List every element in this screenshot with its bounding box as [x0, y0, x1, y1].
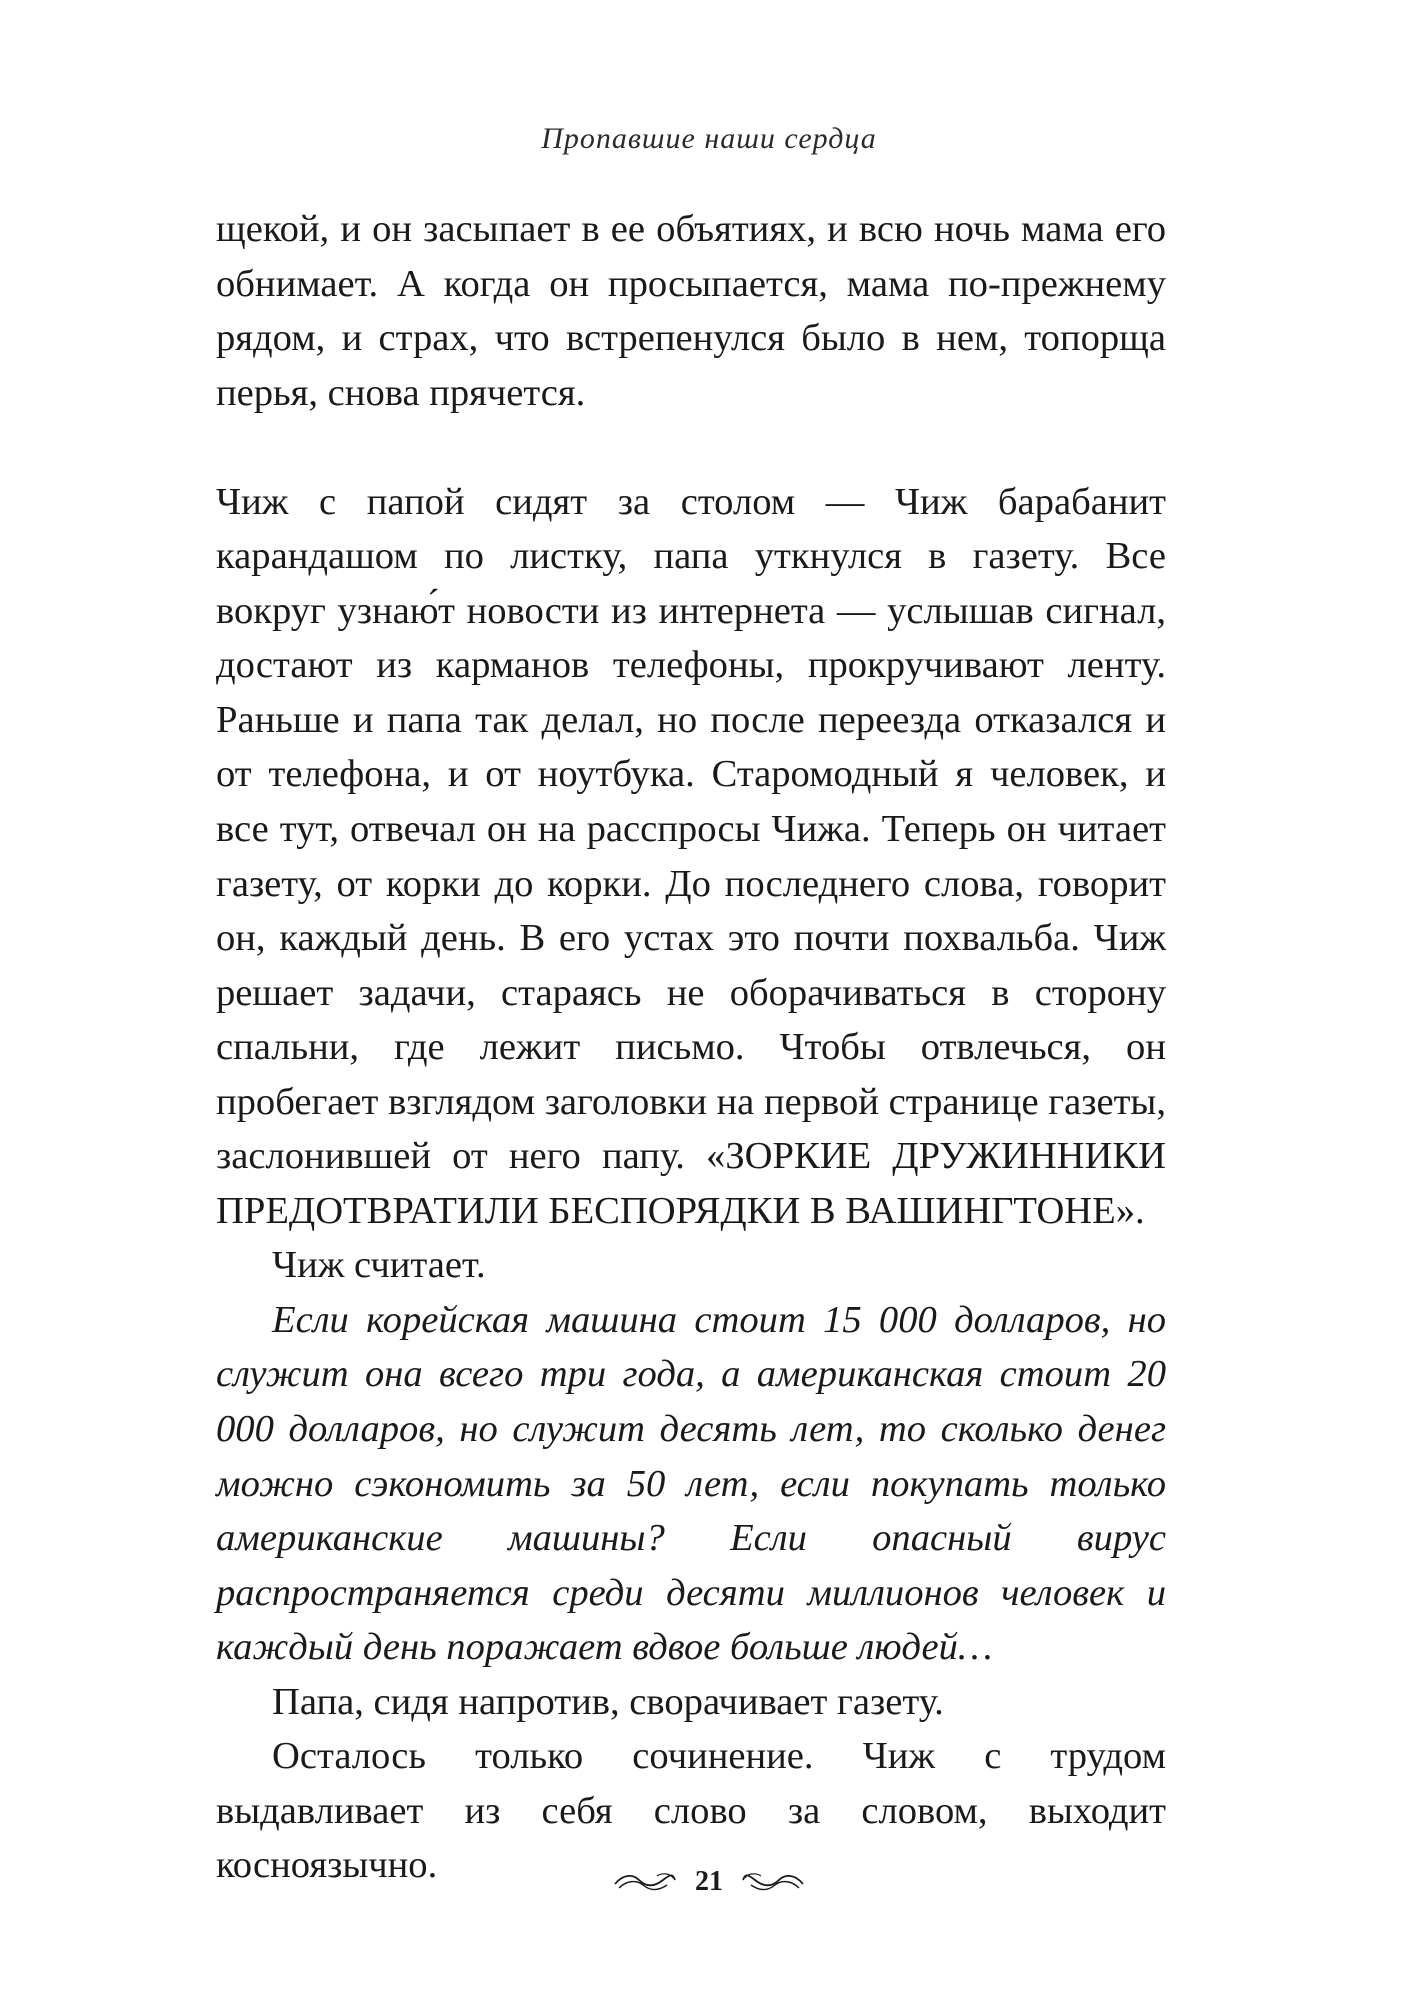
running-head: Пропавшие наши сердца: [541, 122, 877, 155]
italic-paragraph: Если корейская машина стоит 15 000 долларов, но служит она всего три года, а американская стоит 20 000 долларов, но служит десять лет, то сколько денег можно сэкономить за 50 лет, если покупать только американские машины? Если опасный вирус распространяется среди десяти миллионов человек и каждый день поражает вдвое больше людей…: [216, 1298, 1166, 1669]
paragraph: щекой, и он засыпает в ее объятиях, и всю ночь мама его обнимает. А когда он просыпается, мама по-прежнему рядом, и страх, что встрепенулся было в нем, топорща перья, снова прячется.: [216, 208, 1166, 414]
paragraph: Чиж с папой сидят за столом — Чиж барабанит карандашом по листку, папа уткнулся в газету. Все вокруг узнаю́т новости из интернета — услышав сигнал, достают из карманов телефоны, прокручивают ленту. Раньше и папа так делал, но после переезда отказался и от телефона, и от ноутбука. Старомодный я человек, и все тут, отвечал он на расспросы Чижа. Теперь он читает газету, от корки до корки. До последнего слова, говорит он, каждый день. В его устах это почти похвальба. Чиж решает задачи, стараясь не оборачиваться в сторону спальни, где лежит письмо. Чтобы отвлечься, он пробегает взглядом заголовки на первой странице газеты, заслонившей от него папу. «ЗОРКИЕ ДРУЖИННИКИ ПРЕДОТВРАТИЛИ БЕСПОРЯДКИ В ВАШИНГТОНЕ».: [216, 480, 1166, 1232]
paragraph: Чиж считает.: [272, 1244, 486, 1287]
page-number: 21: [695, 1866, 723, 1897]
body-text: [216, 202, 1166, 1893]
folio: [0, 1866, 1418, 1898]
swash-ornament-icon: [613, 1870, 677, 1894]
swash-ornament-icon: [741, 1870, 805, 1894]
paragraph: Папа, сидя напротив, сворачивает газету.: [272, 1680, 944, 1723]
paragraph: Осталось только сочинение. Чиж с трудом выдавливает из себя слово за словом, выходит косноязычно.: [216, 1735, 1166, 1887]
